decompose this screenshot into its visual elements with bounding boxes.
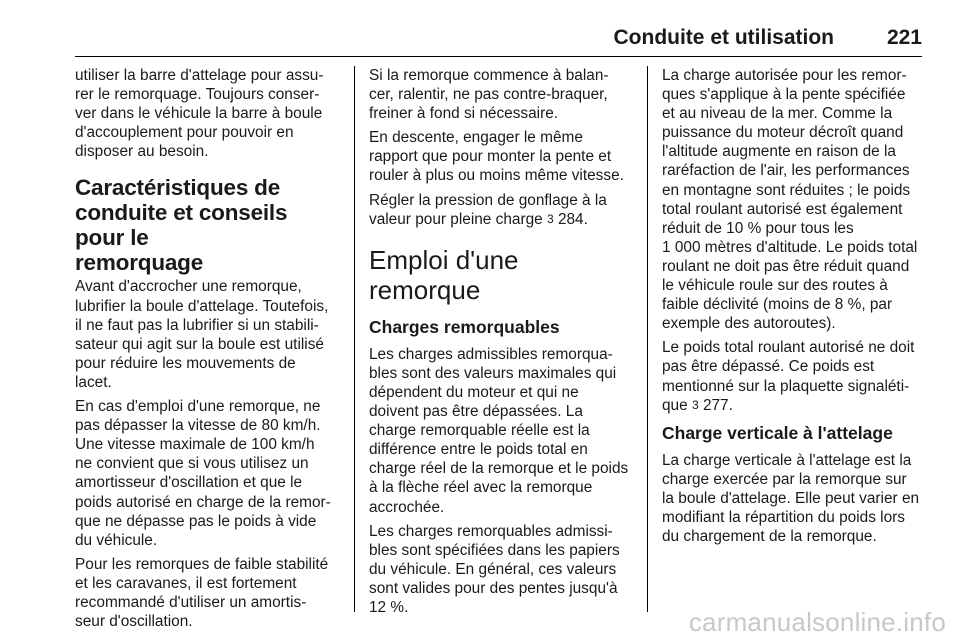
paragraph: Avant d'accrocher une remorque, lubrifier la boule d'attelage. Toutefois, il ne faut pas la lubrifier si un stabili- sateur qui agit sur la boule est utilisé pour réduire les mouvements de lacet. [75, 278, 329, 391]
page-reference-link[interactable] [547, 211, 588, 228]
reference-page: 277. [702, 396, 733, 414]
subsection-heading: Charges remorquables [369, 316, 560, 337]
page-header [75, 22, 922, 57]
column-right [662, 66, 928, 551]
section-title: Conduite et utilisation [613, 26, 834, 49]
page-number: 221 [886, 26, 922, 49]
column-divider [647, 66, 648, 612]
paragraph: En descente, engager le même rapport que pour monter la pente et rouler à plus ou moins même vitesse. [369, 129, 624, 185]
reference-page: 284. [557, 210, 588, 228]
paragraph-with-reference [369, 191, 635, 229]
chapter-heading: Emploi d'une remorque [369, 244, 519, 305]
paragraph: Si la remorque commence à balan- cer, ralentir, ne pas contre-braquer, freiner à fond si nécessaire. [369, 67, 609, 123]
paragraph: Pour les remorques de faible stabilité et les caravanes, il est fortement recommandé d'utiliser un amortis- seur d'oscillation. [75, 555, 329, 631]
paragraph-text: Régler la pression de gonflage à la valeur pour pleine charge [369, 191, 607, 228]
column-left [75, 66, 341, 636]
paragraph: La charge verticale à l'attelage est la charge exercée par la remorque sur la boule d'attelage. Elle peut varier en modifiant la répartition du poids lors du chargement de la remorque. [662, 451, 920, 546]
paragraph: La charge autorisée pour les remor- ques s'applique à la pente spécifiée et au niveau de la mer. Comme la puissance du moteur décroît quand l'altitude augmente en raison de la raréfaction de l'air, les performances en montagne sont réduites ; le poids total roulant autorisé est également réduit de 10 % pour tous les 1 000 mètres d'altitude. Le poids total roulant ne doit pas être réduit quand le véhicule roule sur des routes à faible déclivité (moins de 8 %, par exemple des autoroutes). [662, 67, 918, 333]
paragraph-with-reference [662, 338, 928, 414]
column-middle [369, 66, 635, 622]
paragraph: utiliser la barre d'attelage pour assu- rer le remorquage. Toujours conser- ver dans le véhicule la barre à boule d'accouplement pour pouvoir en disposer au besoin. [75, 67, 324, 161]
subsection-heading: Charge verticale à l'attelage [662, 422, 893, 443]
section-heading: Caractéristiques de conduite et conseils pour le remorquage [75, 175, 288, 276]
paragraph: En cas d'emploi d'une remorque, ne pas dépasser la vitesse de 80 km/h. Une vitesse maximale de 100 km/h ne convient que si vous utilisez un amortisseur d'oscillation et que le poids autorisé en charge de la remor- que ne dépasse pas le poids à vide du véhicule. [75, 398, 331, 549]
paragraph-text: Le poids total roulant autorisé ne doit pas être dépassé. Ce poids est mentionné sur la plaquette signaléti- que [662, 339, 915, 414]
column-divider [354, 66, 355, 612]
reference-arrow-icon: 3 [546, 211, 554, 226]
reference-arrow-icon: 3 [691, 397, 699, 412]
paragraph: Les charges remorquables admissi- bles sont spécifiées dans les papiers du véhicule. En général, ces valeurs sont valides pour des pentes jusqu'à 12 %. [369, 522, 620, 616]
paragraph: Les charges admissibles remorqua- bles sont des valeurs maximales qui dépendent du moteur et qui ne doivent pas être dépassées. La charge remorquable réelle est la différence entre le poids total en charge réel de la remorque et le poids à la flèche réel avec la remorque accrochée. [369, 345, 629, 516]
page-reference-link[interactable] [692, 397, 733, 414]
watermark: carmanualsonline.info [688, 607, 946, 637]
